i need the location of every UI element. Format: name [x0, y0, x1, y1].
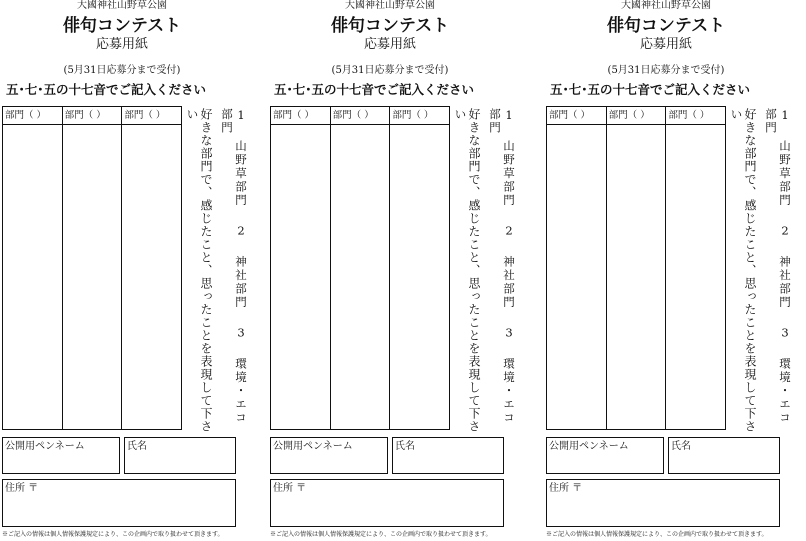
haiku-column[interactable] [331, 107, 391, 429]
haiku-entry-grid [270, 106, 450, 430]
category-list: 1 山野草部門 2 神社部門 3 環境・エコ部門 [488, 108, 516, 425]
category-header: 部門（ ） [390, 107, 449, 125]
haiku-entry-grid [2, 106, 182, 430]
haiku-column[interactable] [271, 107, 331, 429]
address-label: 住所 〒 [549, 483, 583, 494]
pen-name-label: 公開用ペンネーム [273, 441, 353, 452]
haiku-column[interactable] [3, 107, 63, 429]
name-field[interactable] [392, 437, 504, 474]
pen-name-label: 公開用ペンネーム [549, 441, 629, 452]
organizer-name: 大國神社山野草公園 [621, 0, 711, 11]
privacy-note: ※ご記入の情報は個人情報保護規定により、この企画内で取り扱わせて頂きます。 [546, 531, 768, 538]
category-list: 1 山野草部門 2 神社部門 3 環境・エコ部門 [764, 108, 792, 425]
contest-title: 俳句コンテスト [62, 16, 182, 36]
privacy-note: ※ご記入の情報は個人情報保護規定により、この企画内で取り扱わせて頂きます。 [270, 531, 492, 538]
category-header: 部門（ ） [271, 107, 330, 125]
pen-name-field[interactable] [2, 437, 120, 474]
category-header: 部門（ ） [3, 107, 62, 125]
haiku-column[interactable] [390, 107, 449, 429]
category-header: 部門（ ） [607, 107, 666, 125]
name-label: 氏名 [671, 441, 691, 452]
privacy-note: ※ご記入の情報は個人情報保護規定により、この企画内で取り扱わせて頂きます。 [2, 531, 224, 538]
vertical-guide-text: 好きな部門で、感じたこと、思ったことを表現して下さい [185, 108, 213, 433]
instruction-text: 五･七･五の十七音でご記入ください [6, 82, 207, 97]
organizer-name: 大國神社山野草公園 [77, 0, 167, 11]
category-header: 部門（ ） [63, 107, 122, 125]
deadline-note: (5月31日応募分まで受付) [331, 65, 449, 76]
category-header: 部門（ ） [666, 107, 725, 125]
deadline-note: (5月31日応募分まで受付) [607, 65, 725, 76]
category-header: 部門（ ） [547, 107, 606, 125]
vertical-guide-text: 好きな部門で、感じたこと、思ったことを表現して下さい [453, 108, 481, 433]
deadline-note: (5月31日応募分まで受付) [63, 65, 181, 76]
contest-title: 俳句コンテスト [330, 16, 450, 36]
address-label: 住所 〒 [5, 483, 39, 494]
entry-form-3 [546, 0, 792, 541]
form-subtitle: 応募用紙 [95, 37, 148, 52]
instruction-text: 五･七･五の十七音でご記入ください [550, 82, 751, 97]
pen-name-field[interactable] [546, 437, 664, 474]
name-label: 氏名 [127, 441, 147, 452]
name-field[interactable] [668, 437, 780, 474]
form-subtitle: 応募用紙 [363, 37, 416, 52]
haiku-column[interactable] [607, 107, 667, 429]
address-field[interactable] [2, 479, 236, 527]
pen-name-label: 公開用ペンネーム [5, 441, 85, 452]
name-label: 氏名 [395, 441, 415, 452]
address-field[interactable] [546, 479, 780, 527]
haiku-column[interactable] [122, 107, 181, 429]
organizer-name: 大國神社山野草公園 [345, 0, 435, 11]
haiku-column[interactable] [547, 107, 607, 429]
haiku-column[interactable] [63, 107, 123, 429]
contest-title: 俳句コンテスト [606, 16, 726, 36]
entry-form-1 [2, 0, 248, 541]
form-subtitle: 応募用紙 [639, 37, 692, 52]
address-label: 住所 〒 [273, 483, 307, 494]
category-header: 部門（ ） [122, 107, 181, 125]
category-header: 部門（ ） [331, 107, 390, 125]
instruction-text: 五･七･五の十七音でご記入ください [274, 82, 475, 97]
haiku-entry-grid [546, 106, 726, 430]
pen-name-field[interactable] [270, 437, 388, 474]
name-field[interactable] [124, 437, 236, 474]
entry-form-2 [270, 0, 516, 541]
address-field[interactable] [270, 479, 504, 527]
category-list: 1 山野草部門 2 神社部門 3 環境・エコ部門 [220, 108, 248, 425]
vertical-guide-text: 好きな部門で、感じたこと、思ったことを表現して下さい [729, 108, 757, 433]
haiku-column[interactable] [666, 107, 725, 429]
